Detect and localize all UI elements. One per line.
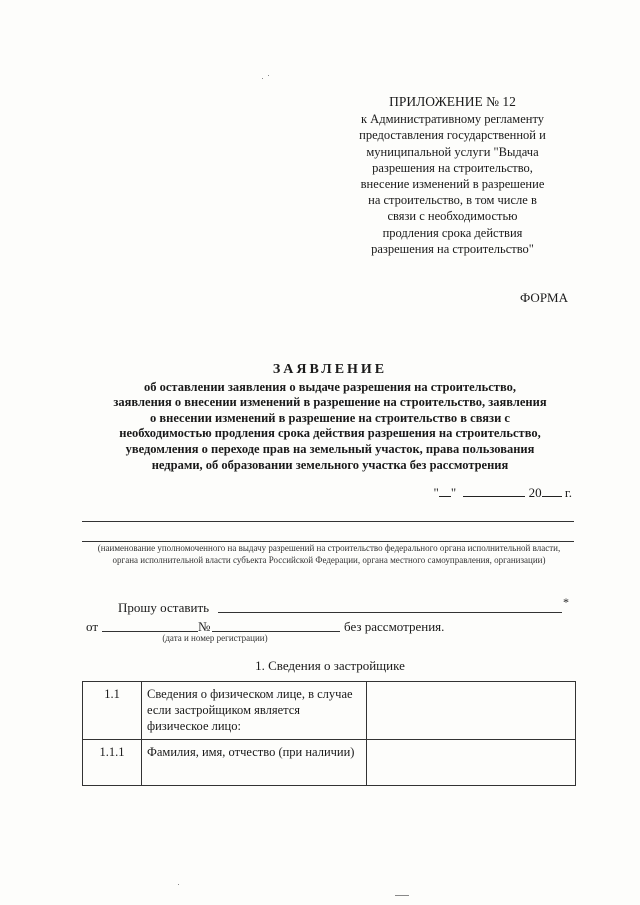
- request-suffix: без рассмотрения.: [344, 619, 445, 634]
- row-value[interactable]: [367, 682, 576, 740]
- year-prefix: 20: [528, 485, 542, 500]
- authority-line[interactable]: [82, 541, 574, 542]
- date-quote-open: ": [433, 485, 439, 500]
- authority-caption: (наименование уполномоченного на выдачу разрешений на строительство федерального органа исполнительной власти, органа исполнительной власти субъекта Российской Федерации, органа местного самоуправления, организации): [97, 543, 561, 565]
- row-label: Сведения о физическом лице, в случае если застройщиком является физическое лицо:: [142, 682, 367, 740]
- row-value[interactable]: [367, 740, 576, 786]
- scan-speck: [178, 884, 179, 885]
- appendix-line: на строительство, в том числе в: [368, 193, 537, 208]
- statement-subtitle-line: о внесении изменений в разрешение на строительство в связи с: [150, 410, 510, 425]
- number-label: №: [198, 619, 211, 634]
- scan-speck: [268, 75, 269, 76]
- appendix-line: разрешения на строительство,: [372, 160, 533, 175]
- registration-number-field[interactable]: [212, 631, 340, 632]
- section-title: 1. Сведения о застройщике: [255, 658, 405, 673]
- appendix-title: ПРИЛОЖЕНИЕ № 12: [389, 94, 516, 109]
- statement-subtitle-line: заявления о внесении изменений в разрешение на строительство, заявления: [113, 395, 547, 410]
- statement-title: [82, 362, 578, 473]
- statement-heading: ЗАЯВЛЕНИЕ: [272, 362, 388, 377]
- appendix-line: к Административному регламенту: [360, 112, 544, 127]
- form-label: ФОРМА: [520, 290, 568, 305]
- statement-subtitle-line: об оставлении заявления о выдаче разрешения на строительство,: [144, 379, 516, 394]
- footnote-mark: *: [563, 595, 569, 609]
- row-number: 1.1.1: [83, 740, 142, 786]
- table-row: [83, 740, 576, 786]
- appendix-line: связи с необходимостью: [387, 209, 518, 224]
- from-label: от: [86, 619, 99, 634]
- table-row: [83, 682, 576, 740]
- appendix-line: разрешения на строительство": [371, 241, 534, 256]
- request-prefix: Прошу оставить: [118, 600, 210, 615]
- registration-caption: (дата и номер регистрации): [162, 633, 268, 643]
- developer-info-table: [82, 681, 576, 786]
- row-number: 1.1: [83, 682, 142, 740]
- month-field[interactable]: [463, 484, 525, 497]
- year-suffix: г.: [564, 485, 572, 500]
- appendix-line: внесение изменений в разрешение: [360, 177, 545, 192]
- authority-line[interactable]: [82, 521, 574, 522]
- statement-subtitle-line: необходимостью продления срока действия разрешения на строительство,: [119, 426, 541, 441]
- scan-speck: [395, 895, 409, 896]
- statement-subtitle-line: уведомления о переходе прав на земельный участок, права пользования: [125, 441, 535, 456]
- appendix-line: предоставления государственной и: [359, 128, 546, 143]
- registration-date-field[interactable]: [102, 631, 198, 632]
- appendix-line: муниципальной услуги "Выдача: [366, 144, 539, 159]
- appendix-header: [330, 94, 575, 257]
- scan-speck: [262, 78, 263, 79]
- date-quote-close: ": [450, 485, 457, 500]
- day-field[interactable]: [439, 484, 451, 497]
- date-line: [434, 484, 573, 501]
- statement-subtitle-line: недрами, об образовании земельного участка без рассмотрения: [151, 457, 509, 472]
- row-label: Фамилия, имя, отчество (при наличии): [142, 740, 367, 786]
- appendix-line: продления срока действия: [382, 225, 523, 240]
- year-field[interactable]: [542, 484, 562, 497]
- application-type-field[interactable]: [218, 612, 562, 613]
